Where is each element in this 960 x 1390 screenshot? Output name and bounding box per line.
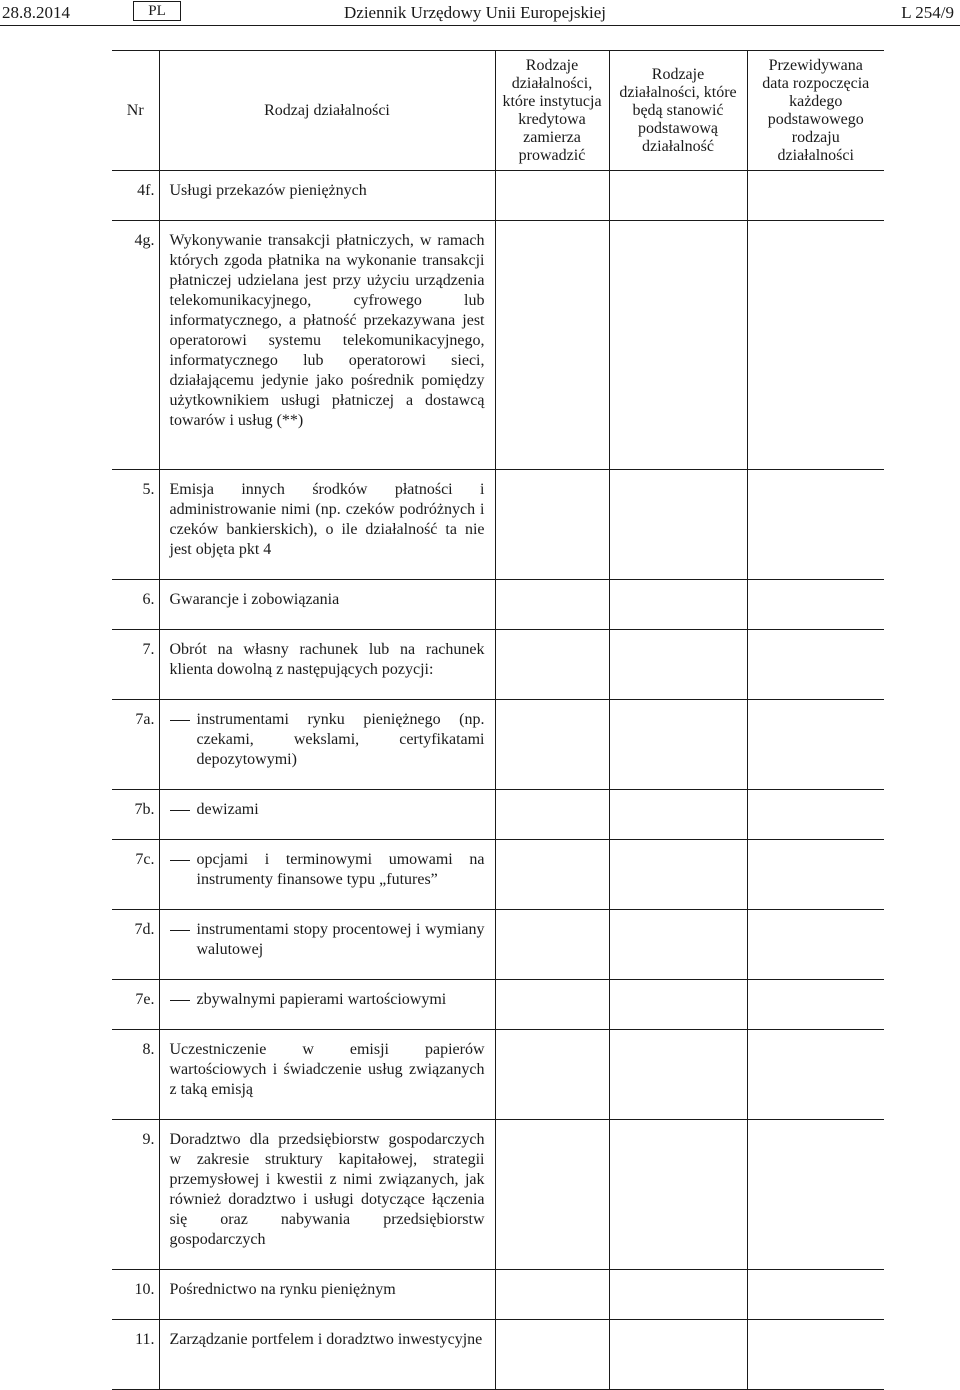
table-header-row <box>112 51 884 171</box>
cell-start-date <box>747 910 884 980</box>
row-description: Pośrednictwo na rynku pieniężnym <box>159 1270 495 1320</box>
language-badge: PL <box>133 1 181 21</box>
cell-intended <box>495 171 609 221</box>
row-number: 7d. <box>112 910 159 980</box>
cell-start-date <box>747 221 884 470</box>
sub-item-text: zbywalnymi papierami wartościowymi <box>196 991 447 1008</box>
cell-start-date <box>747 580 884 630</box>
row-number: 10. <box>112 1270 159 1320</box>
cell-intended <box>495 630 609 700</box>
table-row <box>112 221 884 470</box>
column-header-start-date: Przewidywana data rozpoczęcia każdego podstawowego rodzaju działalności <box>747 51 884 171</box>
row-description <box>159 980 495 1030</box>
cell-core <box>609 580 747 630</box>
page-header <box>0 0 960 28</box>
row-number: 7b. <box>112 790 159 840</box>
table-row <box>112 790 884 840</box>
em-dash-marker <box>170 720 190 721</box>
row-description: Doradztwo dla przedsiębiorstw gospodarczych w zakresie struktury kapitałowej, strategii przemysłowej i kwestii z nimi związanych, jak również doradztwo i usługi dotyczące łączenia się oraz nabywania przedsiębiorstw gospodarczych <box>159 1120 495 1270</box>
table-row <box>112 700 884 790</box>
row-description <box>159 840 495 910</box>
row-description: Zarządzanie portfelem i doradztwo inwestycyjne <box>159 1320 495 1390</box>
row-number: 4f. <box>112 171 159 221</box>
row-number: 5. <box>112 470 159 580</box>
em-dash-marker <box>170 930 190 931</box>
cell-intended <box>495 840 609 910</box>
row-number: 7c. <box>112 840 159 910</box>
sub-item <box>170 990 485 1010</box>
cell-intended <box>495 980 609 1030</box>
row-number: 7. <box>112 630 159 700</box>
row-description: Emisja innych środków płatności i administrowanie nimi (np. czeków podróżnych i czeków bankierskich), o ile działalność ta nie jest objęta pkt 4 <box>159 470 495 580</box>
column-header-activity-type: Rodzaj działalności <box>159 51 495 171</box>
row-description: Wykonywanie transakcji płatniczych, w ramach których zgoda płatnika na wykonanie transakcji płatniczej udzielana jest przy użyciu urządzenia telekomunikacyjnego, cyfrowego lub informatycznego, a płatność przekazywana jest operatorowi systemu telekomunikacyjnego, informatycznego lub operatorowi sieci, działającemu jedynie jako pośrednik pomiędzy użytkownikiem usługi płatniczej a dostawcą towarów i usług (**) <box>159 221 495 470</box>
activities-table <box>112 50 884 1390</box>
row-number: 7a. <box>112 700 159 790</box>
column-header-core-activities: Rodzaje działalności, które będą stanowić podstawową działalność <box>609 51 747 171</box>
row-number: 4g. <box>112 221 159 470</box>
row-description <box>159 910 495 980</box>
page-reference: L 254/9 <box>901 3 954 22</box>
sub-item <box>170 920 485 960</box>
table-row <box>112 171 884 221</box>
cell-core <box>609 840 747 910</box>
row-description: Usługi przekazów pieniężnych <box>159 171 495 221</box>
sub-item-text: dewizami <box>196 801 259 818</box>
row-number: 6. <box>112 580 159 630</box>
cell-intended <box>495 470 609 580</box>
row-description <box>159 700 495 790</box>
cell-core <box>609 910 747 980</box>
sub-item <box>170 800 485 820</box>
sub-item <box>170 850 485 890</box>
sub-item <box>170 710 485 770</box>
cell-start-date <box>747 980 884 1030</box>
cell-core <box>609 700 747 790</box>
cell-intended <box>495 700 609 790</box>
row-description: Obrót na własny rachunek lub na rachunek klienta dowolną z następujących pozycji: <box>159 630 495 700</box>
row-number: 9. <box>112 1120 159 1270</box>
table-row <box>112 1120 884 1270</box>
column-header-intended-activities: Rodzaje działalności, które instytucja kredytowa zamierza prowadzić <box>495 51 609 171</box>
table-row <box>112 980 884 1030</box>
cell-core <box>609 1270 747 1320</box>
cell-intended <box>495 1030 609 1120</box>
cell-intended <box>495 910 609 980</box>
table-row <box>112 910 884 980</box>
cell-start-date <box>747 1270 884 1320</box>
row-number: 11. <box>112 1320 159 1390</box>
publication-date: 28.8.2014 <box>2 3 70 22</box>
journal-title: Dziennik Urzędowy Unii Europejskiej <box>344 3 607 22</box>
sub-item-text: instrumentami rynku pieniężnego (np. czekami, wekslami, certyfikatami depozytowymi) <box>196 711 485 768</box>
column-header-nr: Nr <box>112 51 159 171</box>
row-description: Uczestniczenie w emisji papierów wartościowych i świadczenie usług związanych z taką emisją <box>159 1030 495 1120</box>
cell-core <box>609 980 747 1030</box>
cell-core <box>609 171 747 221</box>
cell-start-date <box>747 171 884 221</box>
cell-start-date <box>747 790 884 840</box>
table-row <box>112 470 884 580</box>
header-rule <box>0 25 960 26</box>
cell-core <box>609 1030 747 1120</box>
table-row <box>112 580 884 630</box>
table-row <box>112 840 884 910</box>
cell-core <box>609 221 747 470</box>
cell-core <box>609 790 747 840</box>
cell-core <box>609 1120 747 1270</box>
em-dash-marker <box>170 860 190 861</box>
table-row <box>112 1030 884 1120</box>
row-number: 8. <box>112 1030 159 1120</box>
table-row <box>112 1320 884 1390</box>
cell-intended <box>495 1120 609 1270</box>
cell-start-date <box>747 1120 884 1270</box>
cell-start-date <box>747 630 884 700</box>
row-number: 7e. <box>112 980 159 1030</box>
cell-core <box>609 470 747 580</box>
cell-core <box>609 630 747 700</box>
sub-item-text: instrumentami stopy procentowej i wymiany walutowej <box>196 921 485 958</box>
cell-intended <box>495 790 609 840</box>
cell-core <box>609 1320 747 1390</box>
cell-start-date <box>747 1030 884 1120</box>
cell-intended <box>495 580 609 630</box>
cell-intended <box>495 221 609 470</box>
cell-intended <box>495 1320 609 1390</box>
cell-start-date <box>747 700 884 790</box>
cell-start-date <box>747 840 884 910</box>
cell-start-date <box>747 1320 884 1390</box>
cell-start-date <box>747 470 884 580</box>
em-dash-marker <box>170 810 190 811</box>
em-dash-marker <box>170 1000 190 1001</box>
table-row <box>112 1270 884 1320</box>
cell-intended <box>495 1270 609 1320</box>
sub-item-text: opcjami i terminowymi umowami na instrumenty finansowe typu „futures” <box>196 851 485 888</box>
row-description <box>159 790 495 840</box>
table-row <box>112 630 884 700</box>
row-description: Gwarancje i zobowiązania <box>159 580 495 630</box>
